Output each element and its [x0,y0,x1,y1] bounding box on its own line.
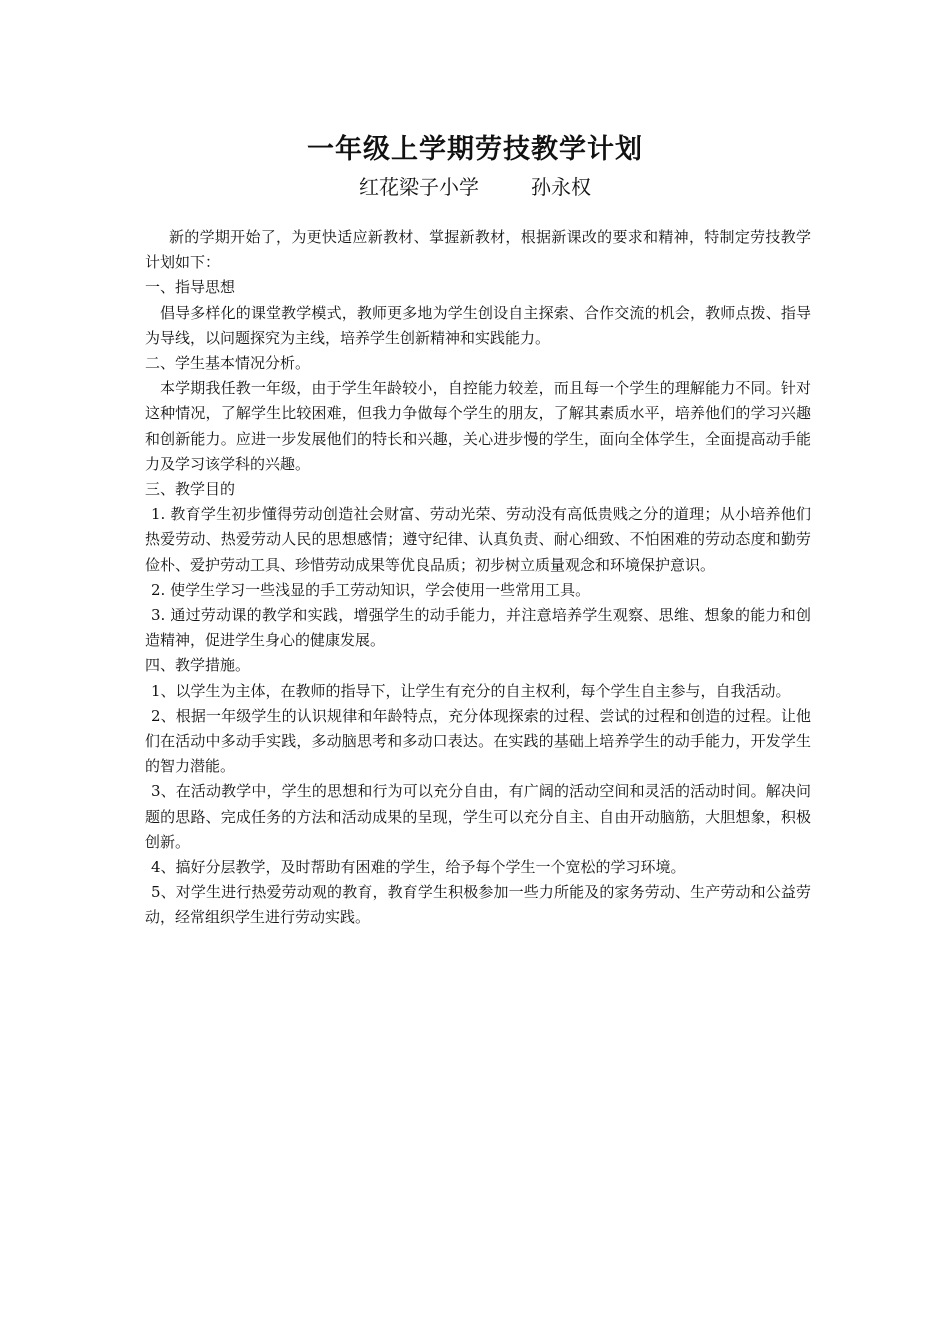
section-heading-teaching-goals: 三、教学目的 [145,480,236,499]
paragraph-student-analysis: 本学期我任教一年级，由于学生年龄较小，自控能力较差，而且每一个学生的理解能力不同。针对这种情况，了解学生比较困难，但我力争做每个学生的朋友，了解其素质水平，培养他们的学习兴趣和创新能力。应进一步发展他们的特长和兴趣，关心进步慢的学生，面向全体学生，全面提高动手能力及学习该学科的兴趣。 [145,379,811,473]
document-body [145,225,811,931]
intro-paragraph: 新的学期开始了，为更快适应新教材、掌握新教材，根据新课改的要求和精神，特制定劳技教学计划如下： [145,228,811,272]
list-item-goal-2: 2. 使学生学习一些浅显的手工劳动知识，学会使用一些常用工具。 [151,580,591,599]
section-heading-student-analysis: 二、学生基本情况分析。 [145,354,311,373]
list-item-measure-2: 2、根据一年级学生的认识规律和年龄特点，充分体现探索的过程、尝试的过程和创造的过程。让他们在活动中多动手实践，多动脑思考和多动口表达。在实践的基础上培养学生的动手能力，开发学生的智力潜能。 [145,706,811,776]
school-name: 红花梁子小学 [359,175,479,199]
list-item-measure-1: 1、以学生为主体，在教师的指导下，让学生有充分的自主权利，每个学生自主参与，自我活动。 [151,681,791,700]
list-item-measure-4: 4、搞好分层教学，及时帮助有困难的学生，给予每个学生一个宽松的学习环境。 [151,858,686,877]
list-item-goal-3: 3. 通过劳动课的教学和实践，增强学生的动手能力，并注意培养学生观察、思维、想象的能力和创造精神，促进学生身心的健康发展。 [145,606,811,650]
paragraph-guiding-ideas: 倡导多样化的课堂教学模式，教师更多地为学生创设自主探索、合作交流的机会，教师点拨、指导为导线，以问题探究为主线，培养学生创新精神和实践能力。 [145,303,811,347]
list-item-goal-1: 1. 教育学生初步懂得劳动创造社会财富、劳动光荣、劳动没有高低贵贱之分的道理；从小培养他们热爱劳动、热爱劳动人民的思想感情；遵守纪律、认真负责、耐心细致、不怕困难的劳动态度和勤劳俭朴、爱护劳动工具、珍惜劳动成果等优良品质；初步树立质量观念和环境保护意识。 [145,505,811,574]
document-title: 一年级上学期劳技教学计划 [307,134,643,165]
section-heading-teaching-measures: 四、教学措施。 [145,656,251,675]
section-heading-guiding-ideas: 一、指导思想 [145,278,236,297]
list-item-measure-3: 3、在活动教学中，学生的思想和行为可以充分自由，有广阔的活动空间和灵活的活动时间。解决问题的思路、完成任务的方法和活动成果的呈现，学生可以充分自主、自由开动脑筋，大胆想象，积极创新。 [145,782,811,851]
document-byline [0,172,950,202]
author-name: 孙永权 [531,175,591,199]
list-item-measure-5: 5、对学生进行热爱劳动观的教育，教育学生积极参加一些力所能及的家务劳动、生产劳动和公益劳动，经常组织学生进行劳动实践。 [145,883,811,927]
